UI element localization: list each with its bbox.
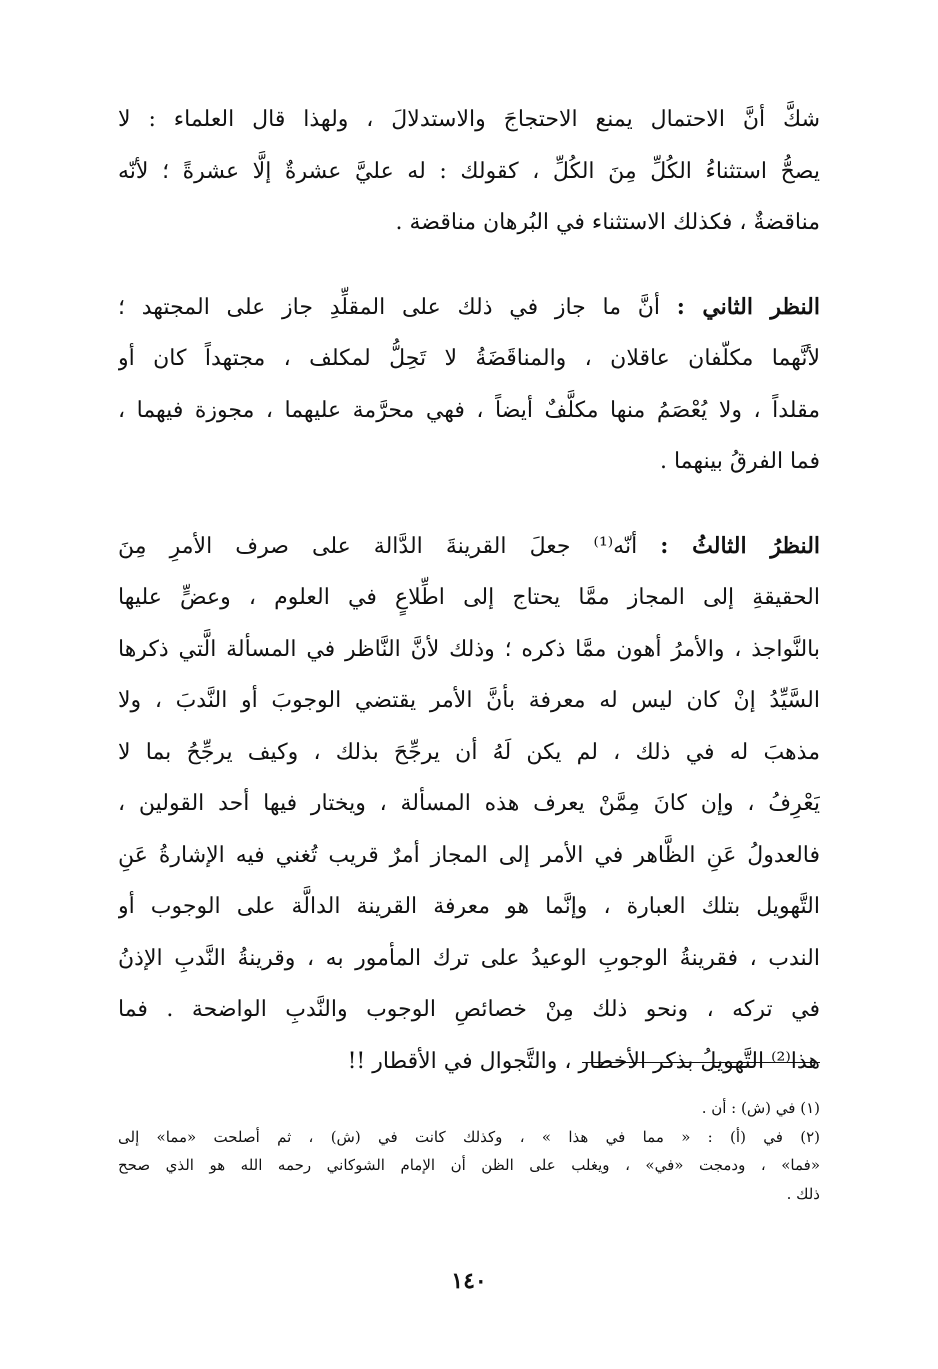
text-line: مناقضةٌ ، فكذلك الاستثناء في البُرهان مناقضة . [395,210,820,235]
text-line: شكَّ أنَّ الاحتمال يمنع الاحتجاجَ والاستدلالَ ، ولهذا قال العلماء : لا [118,107,820,132]
text-line: السَّيِّدُ إنْ كان ليس له معرفة بأنَّ الأمر يقتضي الوجوبَ أو النَّدبَ ، ولا [118,688,820,713]
text-line [118,282,820,334]
section-heading: النظر الثاني : [676,293,820,320]
page-number: ١٤٠ [451,1268,487,1294]
paragraph [118,521,820,1088]
text-line: لأنَّهما مكلّفان عاقلان ، والمناقَضَةُ لا تَحِلُّ لمكلف ، مجتهداً كان أو [118,346,820,371]
footnote-divider [582,1062,820,1063]
text-line: التَّهويل بتلك العبارة ، وإنَّما هو معرفة القرينة الدالَّة على الوجوب أو [118,894,820,919]
text-line: يَعْرِفُ ، وإن كانَ مِمَّنْ يعرف هذه المسألة ، ويختار فيها أحد القولين ، [118,791,820,816]
text-line: مقلداً ، ولا يُعْصَمُ منها مكلَّفٌ أيضاً ، فهي محرَّمة عليهما ، مجوزة فيهما ، [118,397,820,423]
text-line: الندب ، فقرينةُ الوجوبِ الوعيدُ على ترك المأمور به ، وقرينةُ النَّدبِ الإذنُ [118,945,820,971]
text-line: الحقيقةِ إلى المجاز ممَّا يحتاج إلى اطِّلاعٍ في العلوم ، وعضٍّ عليها [118,585,820,610]
footnote-line: (٢) في (أ) : « مما في هذا » ، وكذلك كانت في (ش) ، ثم أصلحت «مما» إلى [118,1127,820,1146]
footnote-line: (١) في (ش) : أن . [701,1099,820,1117]
footnotes [118,1094,820,1208]
paragraph [118,282,820,488]
text-line: مذهبَ له في ذلك ، لم يكن لَهُ أن يرجِّحَ بذلك ، وكيف يرجِّحُ بما لا [118,739,820,765]
main-text [118,94,820,1087]
text-line: في تركه ، ونحو ذلك مِنْ خصائصِ الوجوب والنَّدبِ الواضحة . فما [118,997,820,1022]
text-line-content: أنَّ ما جاز في ذلك على المقلِّدِ جاز على المجتهد ؛ [118,294,661,320]
footnote-line: ذلك . [786,1184,820,1203]
text-line-content: أنّه⁽¹⁾ جعلَ القرينةَ الدَّالة على صرف الأمرِ مِنَ [118,533,638,559]
text-line: بالنَّواجذ ، والأمرُ أهون ممَّا ذكره ؛ وذلك لأنَّ النَّاظر في المسألة الَّتي ذكرها [118,636,820,662]
text-line: فما الفرقُ بينهما . [659,449,820,474]
paragraph [118,94,820,249]
text-line: فالعدولُ عَنِ الظَّاهر في الأمر إلى المجاز أمرٌ قريب تُغني فيه الإشارةُ عَنِ [118,842,820,868]
section-heading: النظرُ الثالثُ : [660,532,820,559]
footnote-line: «فما» ، ودمجت «في» ، ويغلب على الظن أن الإمام الشوكاني رحمه الله هو الذي صحح [118,1156,820,1174]
paragraph-gap [118,249,820,282]
text-line: يصحُّ استثناءُ الكُلِّ مِنَ الكُلِّ ، كقولك : له عليَّ عشرةٌ إلَّا عشرةً ؛ لأنّه [118,158,820,184]
paragraph-gap [118,488,820,521]
text-line: هذا⁽²⁾ التَّهويلُ بذكر الأخطار ، والتَّجوال في الأقطار !! [347,1048,820,1074]
text-line [118,521,820,573]
